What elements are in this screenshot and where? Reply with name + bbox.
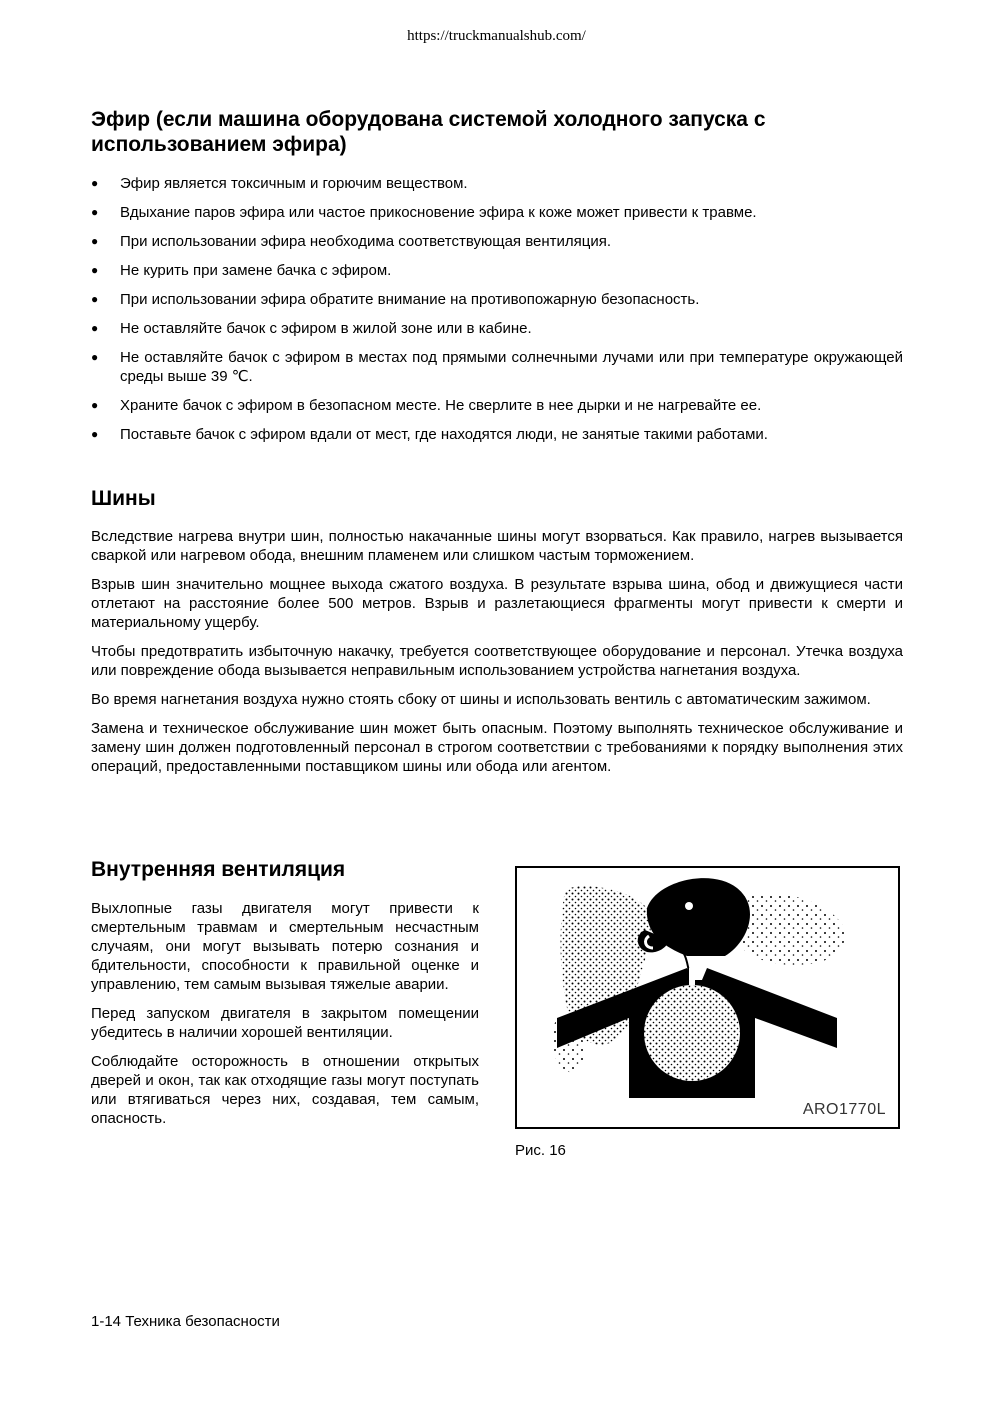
list-item: ● При использовании эфира обратите внимание на противопожарную безопасность. [91,290,903,309]
ether-section-title: Эфир (если машина оборудована системой холодного запуска с использованием эфира) [91,108,766,156]
tires-text [91,527,903,786]
paragraph: Во время нагнетания воздуха нужно стоять сбоку от шины и использовать вентиль с автоматическим зажимом. [91,691,871,708]
list-item: ● Эфир является токсичным и горючим веществом. [91,174,903,193]
list-item: ● Не оставляйте бачок с эфиром в местах под прямыми солнечными лучами или при температуре окружающей среды выше 39 ℃. [91,348,903,386]
paragraph: Вследствие нагрева внутри шин, полностью накачанные шины могут взорваться. Как правило, нагрев вызывается сваркой или нагревом обода, внешним пламенем или слишком частым торможением. [91,528,903,564]
paragraph: Перед запуском двигателя в закрытом помещении убедитесь в наличии хорошей вентиляции. [91,1005,479,1041]
paragraph: Чтобы предотвратить избыточную накачку, требуется соответствующее оборудование и персонал. Утечка воздуха или повреждение обода вызывается неправильным использованием устройства нагнетания воздуха. [91,643,903,679]
figure-code: ARO1770L [802,1101,886,1118]
ventilation-section-title: Внутренняя вентиляция [91,858,346,881]
list-item: ● Храните бачок с эфиром в безопасном месте. Не сверлите в нее дырки и не нагревайте ее. [91,396,903,415]
paragraph: Взрыв шин значительно мощнее выхода сжатого воздуха. В результате взрыва шина, обод и движущиеся части отлетают на расстояние более 500 метров. Взрыв и разлетающиеся фрагменты могут привести к смерти и материальному ущербу. [91,576,903,631]
figure-caption: Рис. 16 [515,1142,566,1159]
header-url: https://truckmanualshub.com/ [407,28,586,44]
paragraph: Замена и техническое обслуживание шин может быть опасным. Поэтому выполнять техническое обслуживание и замену шин должен подготовленный персонал в строгом соответствии с требованиями к порядку выполнения этих операций, предоставленными поставщиком шины или обода или агентом. [91,720,903,775]
list-item: ● Поставьте бачок с эфиром вдали от мест, где находятся люди, не занятые такими работами. [91,425,903,444]
paragraph: Выхлопные газы двигателя могут привести к смертельным травмам и смертельным несчастным случаям, они могут вызывать потерю сознания и бдительности, способности к правильной оценке и управлению, тем самым вызывая тяжелые аварии. [91,900,479,993]
exhaust-hazard-figure [515,866,900,1129]
list-item: ● Не оставляйте бачок с эфиром в жилой зоне или в кабине. [91,319,903,338]
ether-bullet-list [91,174,903,454]
list-item: ● Не курить при замене бачка с эфиром. [91,261,903,280]
list-item: ● При использовании эфира необходима соответствующая вентиляция. [91,232,903,251]
exhaust-hazard-icon [517,868,898,1127]
page-footer: 1-14 Техника безопасности [91,1313,280,1330]
paragraph: Соблюдайте осторожность в отношении открытых дверей и окон, так как отходящие газы могут поступать или втягиваться через них, создавая, тем самым, опасность. [91,1053,479,1127]
ventilation-text [91,899,479,1138]
list-item: ● Вдыхание паров эфира или частое прикосновение эфира к коже может привести к травме. [91,203,903,222]
tires-section-title: Шины [91,487,156,510]
